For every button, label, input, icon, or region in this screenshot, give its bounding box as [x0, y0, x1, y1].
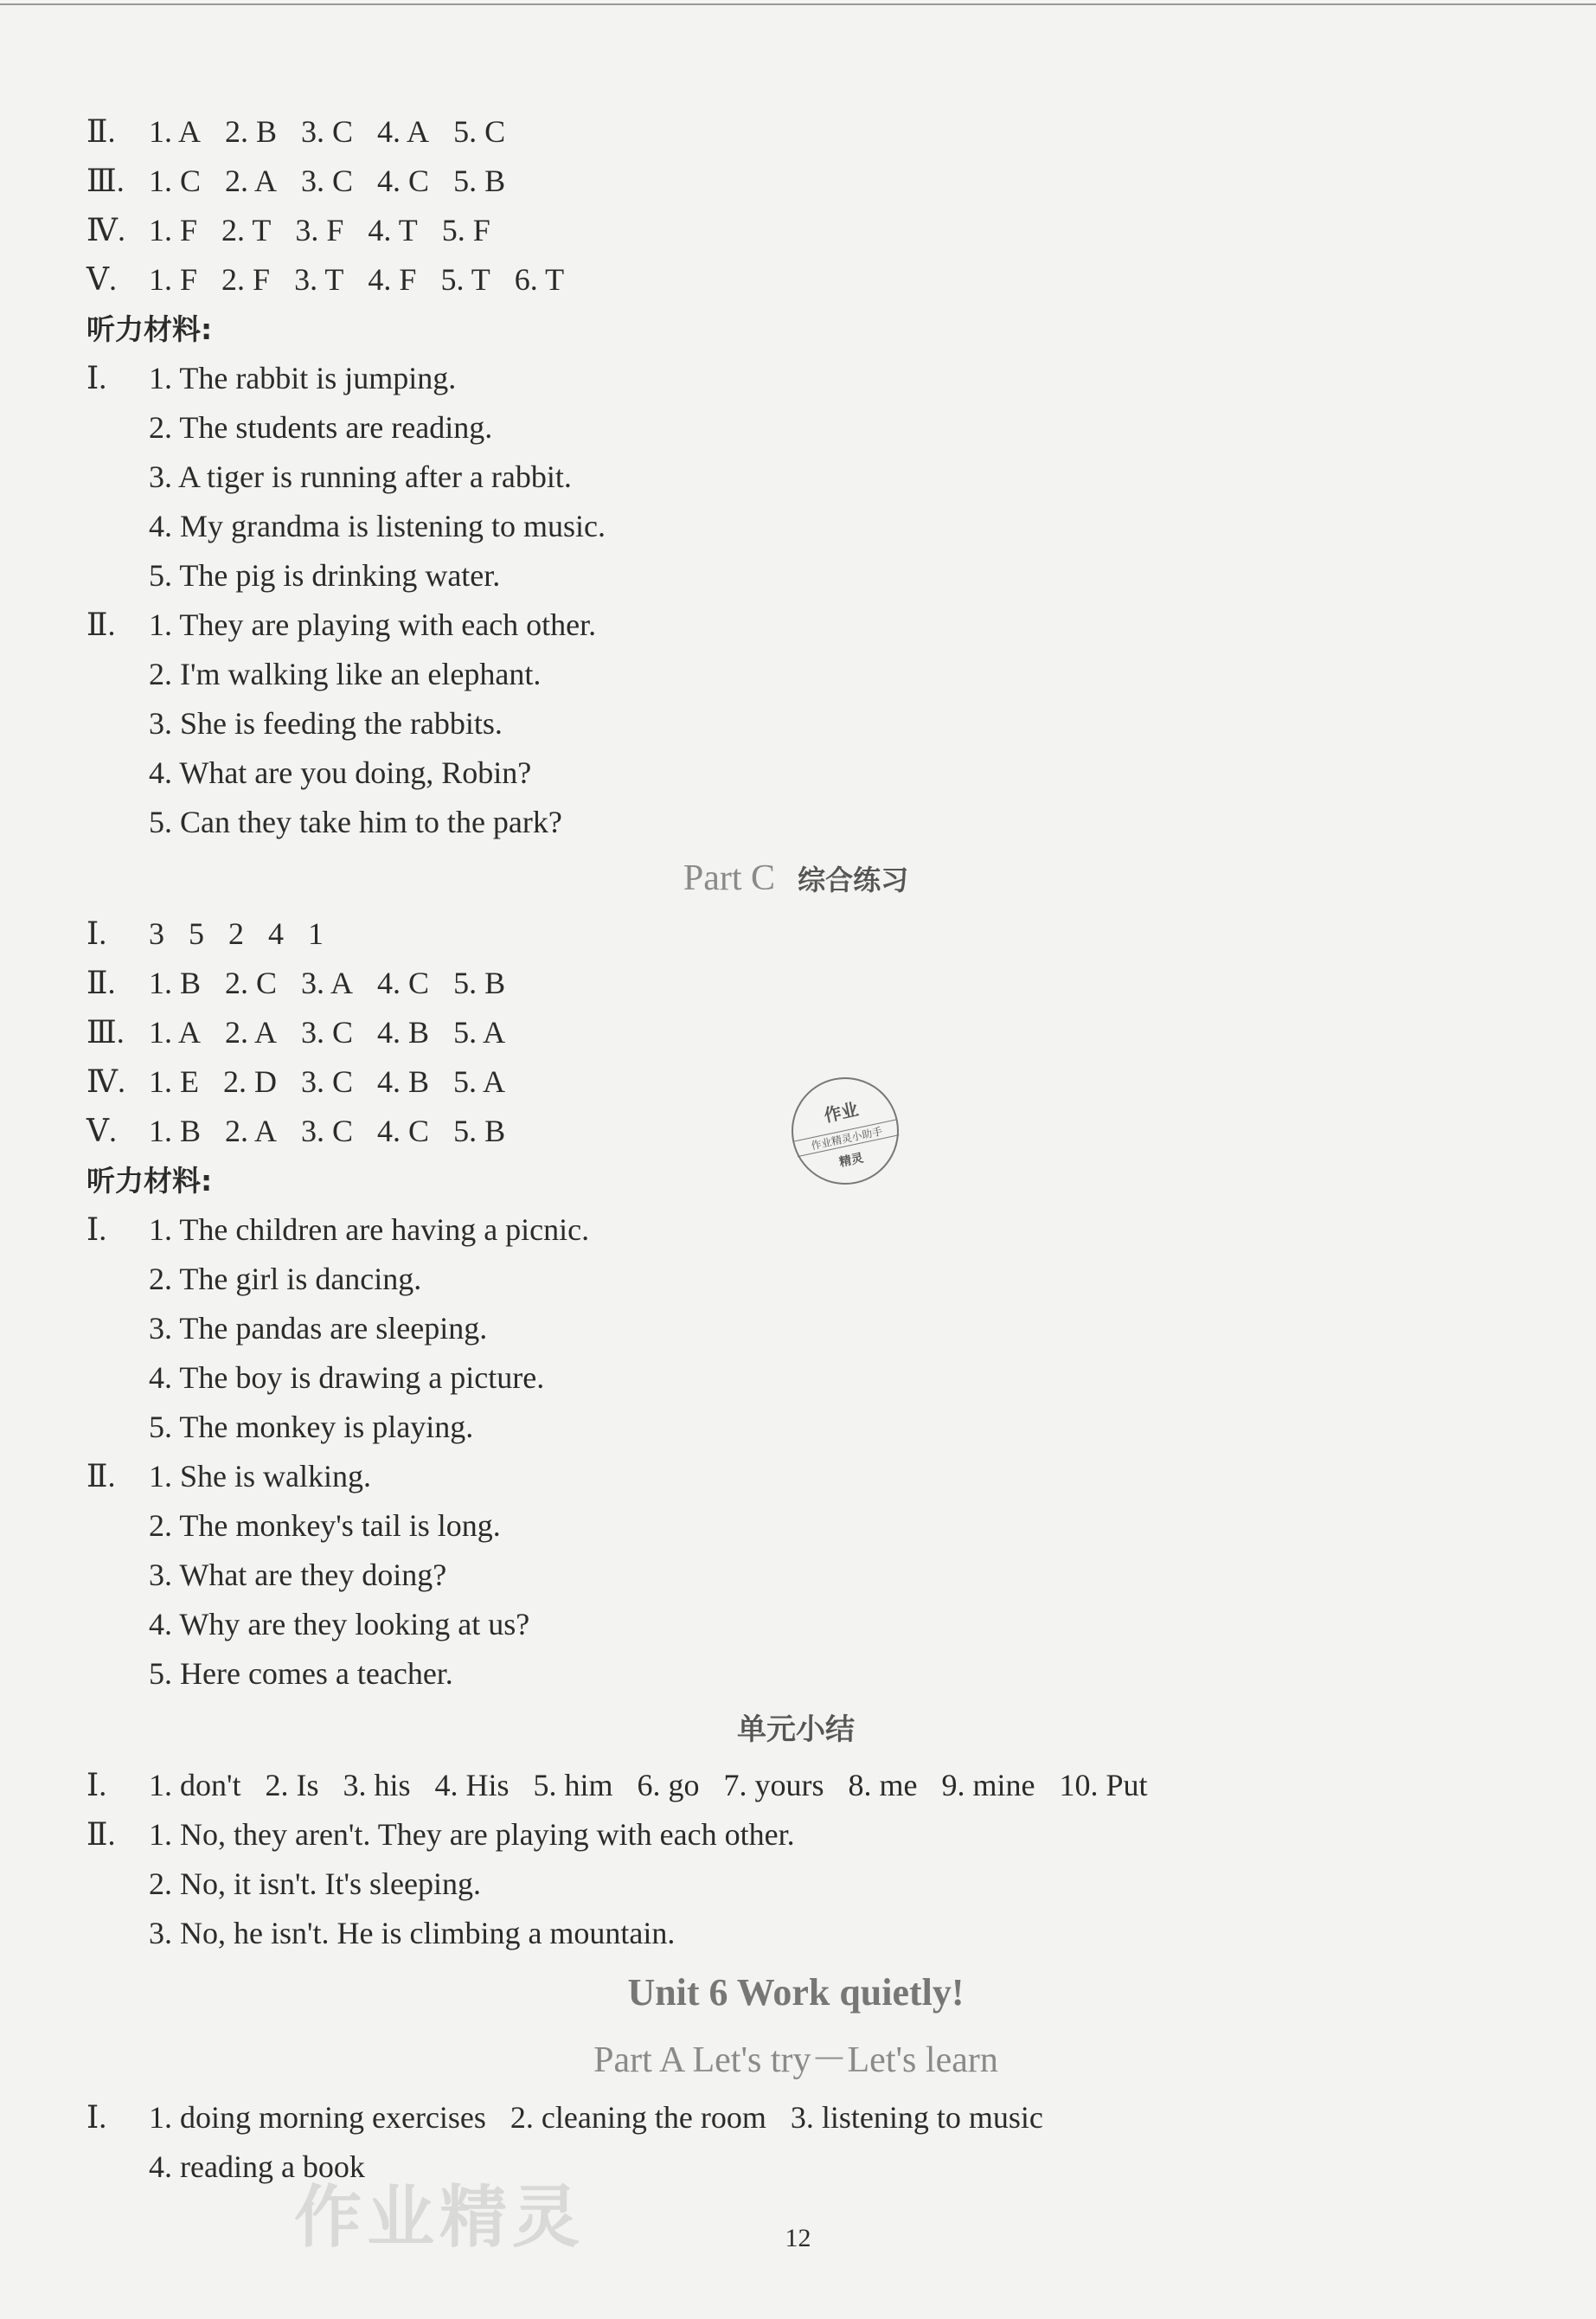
answer-row: Ⅳ. 1. E 2. D 3. C 4. B 5. A — [87, 1064, 506, 1099]
answer-row: Ⅳ. 1. F 2. T 3. F 4. T 5. F — [87, 213, 490, 247]
answer-line: 3. No, he isn't. He is climbing a mountain. — [149, 1916, 676, 1950]
answer-row: Ⅲ. 1. C 2. A 3. C 4. C 5. B — [87, 164, 506, 198]
listening-line: 2. The monkey's tail is long. — [149, 1508, 501, 1543]
answer-row: Ⅰ. 1. don't 2. Is 3. his 4. His 5. him 6. go 7. yours 8. me 9. mine 10. Put — [87, 1768, 1148, 1802]
listening-line: Ⅱ. 1. They are playing with each other. — [87, 607, 597, 642]
part-c-title: Part C — [683, 858, 776, 898]
listening-line: 2. The girl is dancing. — [149, 1262, 422, 1296]
answer-row: Ⅱ. 1. A 2. B 3. C 4. A 5. C — [87, 114, 506, 149]
listening-label: 听力材料: — [87, 312, 213, 346]
watermark: 作业精灵 — [294, 2179, 586, 2257]
answer-line: 4. reading a book — [149, 2149, 365, 2184]
listening-line: 4. Why are they looking at us? — [149, 1607, 530, 1641]
listening-line: 3. She is feeding the rabbits. — [149, 706, 503, 741]
listening-line: 2. The students are reading. — [149, 410, 493, 445]
answer-row: Ⅱ. 1. B 2. C 3. A 4. C 5. B — [87, 966, 506, 1000]
listening-line: Ⅰ. 1. The children are having a picnic. — [87, 1212, 590, 1247]
answer-row: Ⅱ. 1. No, they aren't. They are playing with each other. — [87, 1817, 795, 1852]
listening-line: 4. The boy is drawing a picture. — [149, 1360, 545, 1395]
listening-line: Ⅰ. 1. The rabbit is jumping. — [87, 361, 457, 395]
listening-line: 4. What are you doing, Robin? — [149, 755, 532, 790]
answer-row: Ⅰ. 3 5 2 4 1 — [87, 916, 324, 951]
listening-line: Ⅱ. 1. She is walking. — [87, 1459, 371, 1494]
listening-line: 3. What are they doing? — [149, 1558, 447, 1592]
listening-line: 3. The pandas are sleeping. — [149, 1311, 488, 1346]
summary-heading: 单元小结 — [737, 1712, 855, 1747]
answer-row: Ⅰ. 1. doing morning exercises 2. cleaning the room 3. listening to music — [87, 2100, 1043, 2135]
part-c-heading — [87, 847, 1505, 909]
top-rule — [0, 3, 1596, 5]
part-a-heading: Part A Let's try－Let's learn — [593, 2040, 998, 2080]
listening-line: 4. My grandma is listening to music. — [149, 509, 606, 543]
answer-row: Ⅲ. 1. A 2. A 3. C 4. B 5. A — [87, 1015, 506, 1050]
listening-line: 3. A tiger is running after a rabbit. — [149, 459, 572, 494]
listening-label: 听力材料: — [87, 1164, 213, 1198]
answer-row: Ⅴ. 1. F 2. F 3. T 4. F 5. T 6. T — [87, 262, 565, 297]
listening-line: 2. I'm walking like an elephant. — [149, 657, 542, 691]
part-c-title-cn: 综合练习 — [798, 864, 909, 896]
answer-row: Ⅴ. 1. B 2. A 3. C 4. C 5. B — [87, 1114, 506, 1148]
page-number: 12 — [785, 2224, 811, 2252]
unit-title: Unit 6 Work quietly! — [627, 1971, 965, 2014]
answer-line: 2. No, it isn't. It's sleeping. — [149, 1866, 481, 1901]
listening-line: 5. The pig is drinking water. — [149, 558, 501, 593]
listening-line: 5. The monkey is playing. — [149, 1410, 474, 1444]
listening-line: 5. Here comes a teacher. — [149, 1656, 453, 1691]
stamp-seal: 作业 作业精灵小助手 精灵 — [781, 1067, 908, 1194]
listening-line: 5. Can they take him to the park? — [149, 805, 562, 839]
